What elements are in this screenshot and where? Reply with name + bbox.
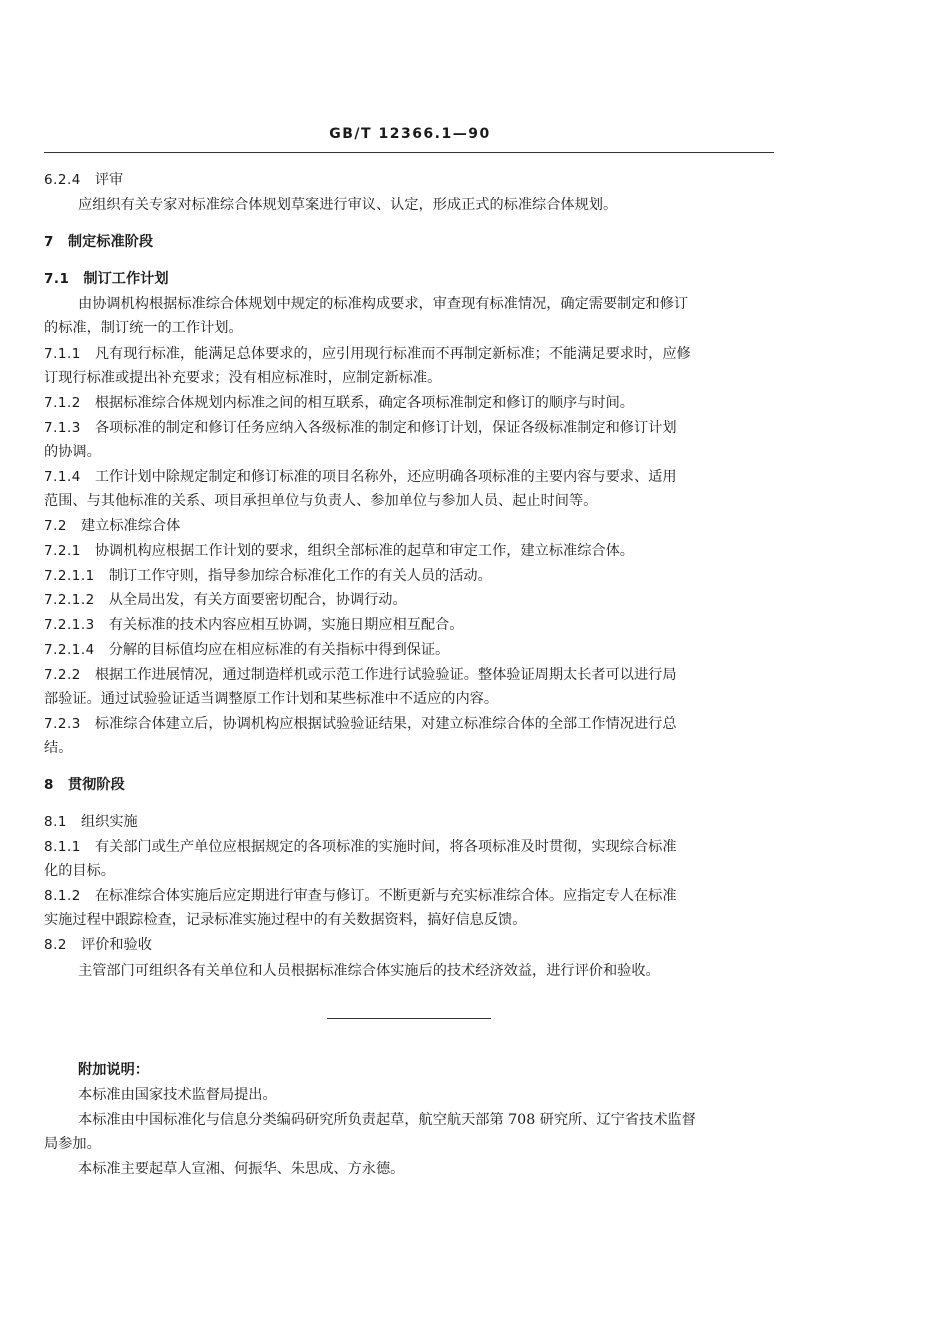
paragraph: 的协调。: [44, 444, 101, 460]
clause-7-1-3: [44, 418, 774, 438]
section-7-2-heading: [44, 516, 774, 536]
section-number: 7: [44, 234, 54, 250]
clause-8-1-1: [44, 837, 774, 857]
clause-number: 7.2.1.3: [44, 617, 95, 633]
section-number: 6.2.4: [44, 172, 81, 188]
clause-number: 7.1.3: [44, 420, 81, 436]
clause-7-2-1: [44, 541, 774, 561]
paragraph: 主管部门可组织各有关单位和人员根据标准综合体实施后的技术经济效益，进行评价和验收。: [78, 963, 660, 979]
clause-text: 协调机构应根据工作计划的要求，组织全部标准的起草和审定工作，建立标准综合体。: [94, 543, 634, 559]
clause-7-1-2: [44, 393, 774, 413]
section-title: 制订工作计划: [83, 271, 169, 287]
clause-text: 有关部门或生产单位应根据规定的各项标准的实施时间，将各项标准及时贯彻，实现综合标准: [94, 839, 677, 855]
header-rule: [44, 152, 774, 153]
clause-text: 在标准综合体实施后应定期进行审查与修订。不断更新与充实标准综合体。应指定专人在标准: [94, 888, 677, 904]
paragraph: 部验证。通过试验验证适当调整原工作计划和某些标准中不适应的内容。: [44, 691, 499, 707]
clause-number: 7.2.1.2: [44, 592, 95, 608]
paragraph: 结。: [44, 740, 73, 756]
section-number: 7.2: [44, 518, 67, 534]
clause-number: 8.1.2: [44, 888, 81, 904]
paragraph: 化的目标。: [44, 863, 115, 879]
clause-number: 7.1.4: [44, 469, 81, 485]
clause-text: 从全局出发，有关方面要密切配合，协调行动。: [108, 592, 407, 608]
end-rule: [327, 1018, 491, 1019]
clause-text: 根据工作进展情况，通过制造样机或示范工作进行试验验证。整体验证周期太长者可以进行局: [94, 667, 677, 683]
clause-7-2-3: [44, 714, 774, 734]
paragraph: 由协调机构根据标准综合体规划中规定的标准构成要求，审查现有标准情况，确定需要制定和修订: [78, 296, 689, 312]
section-8-2-heading: [44, 935, 774, 955]
clause-7-2-1-4: [44, 640, 774, 660]
paragraph: 实施过程中跟踪检查，记录标准实施过程中的有关数据资料，搞好信息反馈。: [44, 912, 527, 928]
section-6-2-4-heading: [44, 170, 774, 190]
section-title: 组织实施: [80, 814, 138, 830]
clause-number: 7.2.1.1: [44, 568, 95, 584]
clause-text: 有关标准的技术内容应相互协调，实施日期应相互配合。: [108, 617, 464, 633]
appendix-title: 附加说明：: [78, 1062, 149, 1078]
section-7-heading: [44, 232, 774, 252]
section-number: 8: [44, 777, 54, 793]
clause-7-2-2: [44, 665, 774, 685]
clause-text: 标准综合体建立后，协调机构应根据试验验证结果，对建立标准综合体的全部工作情况进行总: [94, 716, 677, 732]
section-title: 贯彻阶段: [67, 777, 125, 793]
clause-number: 7.2.1: [44, 543, 81, 559]
section-number: 8.2: [44, 937, 67, 953]
section-8-heading: [44, 775, 774, 795]
section-8-1-heading: [44, 812, 774, 832]
clause-text: 根据标准综合体规划内标准之间的相互联系，确定各项标准制定和修订的顺序与时间。: [94, 395, 634, 411]
clause-7-2-1-3: [44, 615, 774, 635]
clause-number: 7.1.1: [44, 346, 81, 362]
appendix-line: 本标准主要起草人宣湘、何振华、朱思成、方永德。: [78, 1161, 405, 1177]
clause-7-1-1: [44, 344, 774, 364]
appendix-line: 本标准由国家技术监督局提出。: [78, 1087, 277, 1103]
paragraph: 的标准，制订统一的工作计划。: [44, 320, 243, 336]
section-number: 7.1: [44, 271, 70, 287]
section-7-1-heading: [44, 269, 774, 289]
paragraph: 应组织有关专家对标准综合体规划草案进行审议、认定，形成正式的标准综合体规划。: [78, 197, 618, 213]
paragraph: 范围、与其他标准的关系、项目承担单位与负责人、参加单位与参加人员、起止时间等。: [44, 493, 598, 509]
clause-text: 分解的目标值均应在相应标准的有关指标中得到保证。: [108, 642, 450, 658]
paragraph: 订现行标准或提出补充要求；没有相应标准时，应制定新标准。: [44, 370, 442, 386]
clause-7-1-4: [44, 467, 774, 487]
clause-number: 7.2.1.4: [44, 642, 95, 658]
clause-number: 7.2.2: [44, 667, 81, 683]
clause-number: 7.1.2: [44, 395, 81, 411]
clause-text: 凡有现行标准，能满足总体要求的，应引用现行标准而不再制定新标准；不能满足要求时，应修: [94, 346, 691, 362]
clause-text: 各项标准的制定和修订任务应纳入各级标准的制定和修订计划，保证各级标准制定和修订计划: [94, 420, 677, 436]
standard-header: GB/T 12366.1—90: [329, 126, 491, 142]
clause-number: 8.1.1: [44, 839, 81, 855]
clause-text: 制订工作守则，指导参加综合标准化工作的有关人员的活动。: [108, 568, 492, 584]
clause-7-2-1-2: [44, 590, 774, 610]
appendix-line: 本标准由中国标准化与信息分类编码研究所负责起草，航空航天部第 708 研究所、辽宁省技术监督: [78, 1112, 696, 1128]
section-title: 评审: [94, 172, 124, 188]
clause-number: 7.2.3: [44, 716, 81, 732]
section-title: 建立标准综合体: [80, 518, 181, 534]
clause-8-1-2: [44, 886, 774, 906]
section-number: 8.1: [44, 814, 67, 830]
section-title: 评价和验收: [80, 937, 152, 953]
section-title: 制定标准阶段: [67, 234, 154, 250]
clause-7-2-1-1: [44, 566, 774, 586]
appendix-line: 局参加。: [44, 1136, 101, 1152]
clause-text: 工作计划中除规定制定和修订标准的项目名称外，还应明确各项标准的主要内容与要求、适用: [94, 469, 677, 485]
